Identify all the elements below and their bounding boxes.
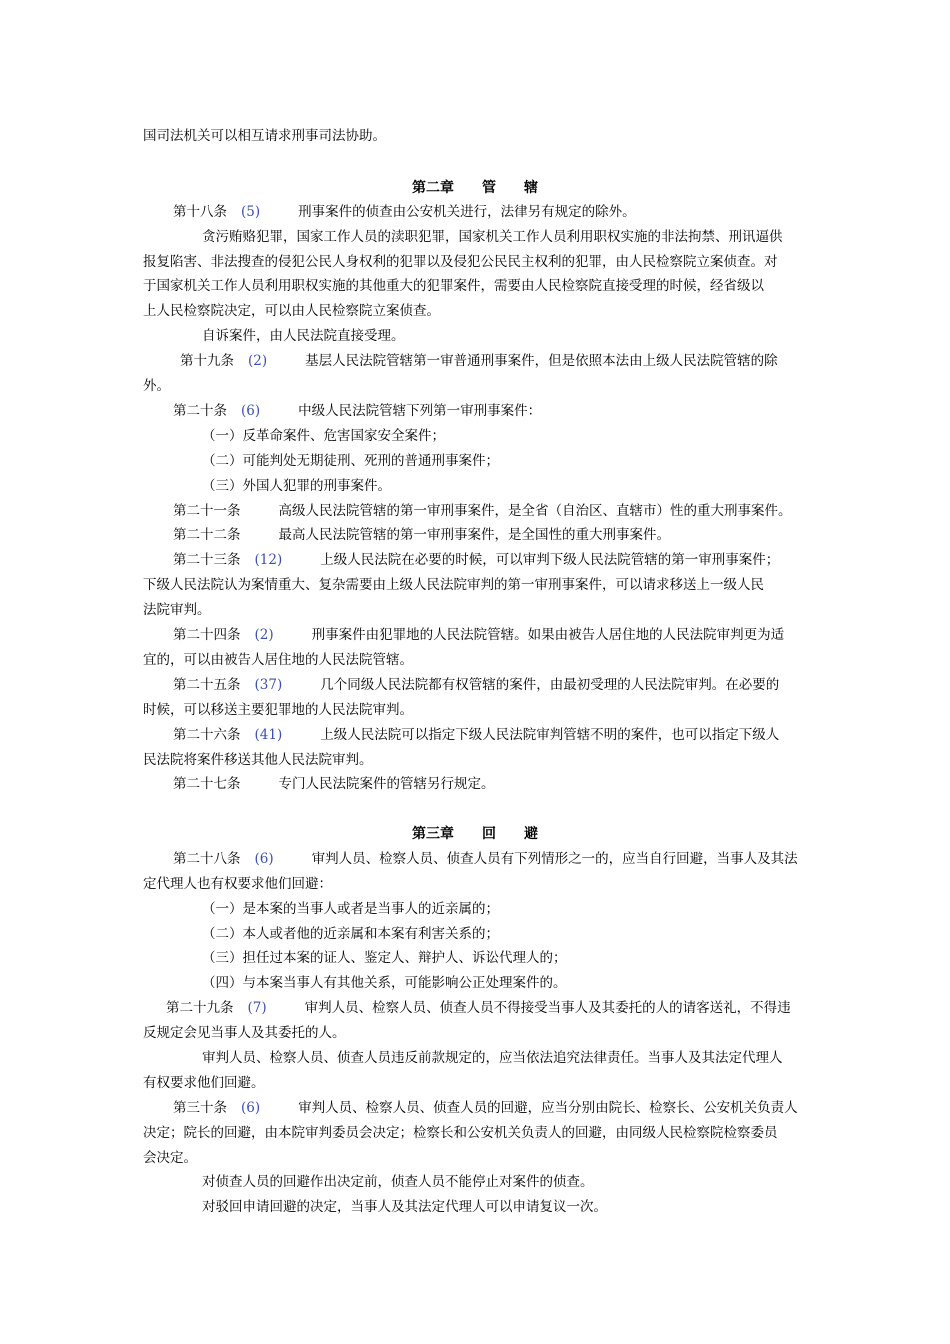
article-18-text: 刑事案件的侦查由公安机关进行，法律另有规定的除外。 [298,204,636,220]
article-29-line [166,998,791,1018]
text-line: 外。 [143,378,170,394]
text-line: 民法院将案件移送其他人民法院审判。 [143,752,373,768]
text-line: 宜的，可以由被告人居住地的人民法院管辖。 [143,652,413,668]
text-line: 对侦查人员的回避作出决定前，侦查人员不能停止对案件的侦查。 [202,1174,594,1190]
list-item: （二）可能判处无期徒刑、死刑的普通刑事案件； [202,453,499,469]
article-24-ref-link[interactable]: (2) [254,627,274,643]
text-line: 定代理人也有权要求他们回避： [143,876,332,892]
article-19-label: 第十九条 [180,353,234,369]
text-line: 审判人员、检察人员、侦查人员违反前款规定的，应当依法追究法律责任。当事人及其法定代理人 [202,1050,783,1066]
article-25-label: 第二十五条 [173,677,241,693]
text-line: 国司法机关可以相互请求刑事司法协助。 [143,128,386,144]
text-line: 于国家机关工作人员利用职权实施的其他重大的犯罪案件，需要由人民检察院直接受理的时候，经省级以 [143,278,764,294]
text-line: 决定；院长的回避，由本院审判委员会决定；检察长和公安机关负责人的回避，由同级人民检察院检察委员 [143,1125,778,1141]
article-28-ref-link[interactable]: (6) [254,851,274,867]
article-19-line [180,351,778,371]
article-28-text: 审判人员、检察人员、侦查人员有下列情形之一的，应当自行回避，当事人及其法 [311,851,798,867]
article-29-ref-link[interactable]: (7) [247,1000,267,1016]
chapter-3-heading: 第三章 回 避 [412,826,538,842]
text-line: 上人民检察院决定，可以由人民检察院立案侦查。 [143,303,440,319]
article-29-label: 第二十九条 [166,1000,234,1016]
text-line: 法院审判。 [143,602,211,618]
list-item: （二）本人或者他的近亲属和本案有利害关系的； [202,926,499,942]
list-item: （一）反革命案件、危害国家安全案件； [202,428,445,444]
list-item: （一）是本案的当事人或者是当事人的近亲属的； [202,901,499,917]
text-line: 自诉案件，由人民法院直接受理。 [202,328,405,344]
article-20-label: 第二十条 [173,403,227,419]
article-30-ref-link[interactable]: (6) [241,1100,261,1116]
text-line: 反规定会见当事人及其委托的人。 [143,1025,346,1041]
article-20-ref-link[interactable]: (6) [241,403,261,419]
text-line: 贪污贿赂犯罪，国家工作人员的渎职犯罪，国家机关工作人员利用职权实施的非法拘禁、刑讯逼供 [202,229,783,245]
article-22-text: 最高人民法院管辖的第一审刑事案件，是全国性的重大刑事案件。 [278,527,670,543]
article-28-label: 第二十八条 [173,851,241,867]
article-24-label: 第二十四条 [173,627,241,643]
article-21-text: 高级人民法院管辖的第一审刑事案件，是全省（自治区、直辖市）性的重大刑事案件。 [278,503,792,519]
article-23-label: 第二十三条 [173,552,241,568]
article-30-label: 第三十条 [173,1100,227,1116]
article-27-label: 第二十七条 [173,776,241,792]
article-23-text: 上级人民法院在必要的时候，可以审判下级人民法院管辖的第一审刑事案件； [320,552,780,568]
list-item: （三）外国人犯罪的刑事案件。 [202,478,391,494]
article-25-line [173,675,779,695]
article-24-line [173,625,784,645]
article-24-text: 刑事案件由犯罪地的人民法院管辖。如果由被告人居住地的人民法院审判更为适 [311,627,785,643]
text-line: 下级人民法院认为案情重大、复杂需要由上级人民法院审判的第一审刑事案件，可以请求移送上一级人民 [143,577,764,593]
article-26-ref-link[interactable]: (41) [254,727,283,743]
text-line: 会决定。 [143,1150,197,1166]
article-29-text: 审判人员、检察人员、侦查人员不得接受当事人及其委托的人的请客送礼，不得违 [304,1000,791,1016]
article-20-line [173,401,541,421]
article-18-ref-link[interactable]: (5) [241,204,261,220]
article-20-text: 中级人民法院管辖下列第一审刑事案件： [298,403,542,419]
list-item: （三）担任过本案的证人、鉴定人、辩护人、诉讼代理人的； [202,950,567,966]
article-18-label: 第十八条 [173,204,227,220]
article-27-line [173,774,495,794]
article-26-label: 第二十六条 [173,727,241,743]
chapter-2-heading: 第二章 管 辖 [412,180,538,196]
text-line: 有权要求他们回避。 [143,1075,265,1091]
article-25-ref-link[interactable]: (37) [254,677,283,693]
article-27-text: 专门人民法院案件的管辖另行规定。 [278,776,495,792]
article-23-line [173,550,779,570]
text-line: 时候，可以移送主要犯罪地的人民法院审判。 [143,702,413,718]
article-22-label: 第二十二条 [173,527,241,543]
article-19-ref-link[interactable]: (2) [248,353,268,369]
article-21-line [173,501,792,521]
article-18-line [173,202,636,222]
article-22-line [173,525,670,545]
article-23-ref-link[interactable]: (12) [254,552,283,568]
text-line: 报复陷害、非法搜查的侵犯公民人身权利的犯罪以及侵犯公民民主权利的犯罪，由人民检察院立案侦查。对 [143,254,778,270]
article-30-text: 审判人员、检察人员、侦查人员的回避，应当分别由院长、检察长、公安机关负责人 [298,1100,798,1116]
article-26-text: 上级人民法院可以指定下级人民法院审判管辖不明的案件，也可以指定下级人 [320,727,780,743]
article-21-label: 第二十一条 [173,503,241,519]
list-item: （四）与本案当事人有其他关系，可能影响公正处理案件的。 [202,975,567,991]
text-line: 对驳回申请回避的决定，当事人及其法定代理人可以申请复议一次。 [202,1199,607,1215]
article-26-line [173,725,779,745]
article-25-text: 几个同级人民法院都有权管辖的案件，由最初受理的人民法院审判。在必要的 [320,677,780,693]
article-30-line [173,1098,798,1118]
article-28-line [173,849,798,869]
article-19-text: 基层人民法院管辖第一审普通刑事案件，但是依照本法由上级人民法院管辖的除 [305,353,778,369]
